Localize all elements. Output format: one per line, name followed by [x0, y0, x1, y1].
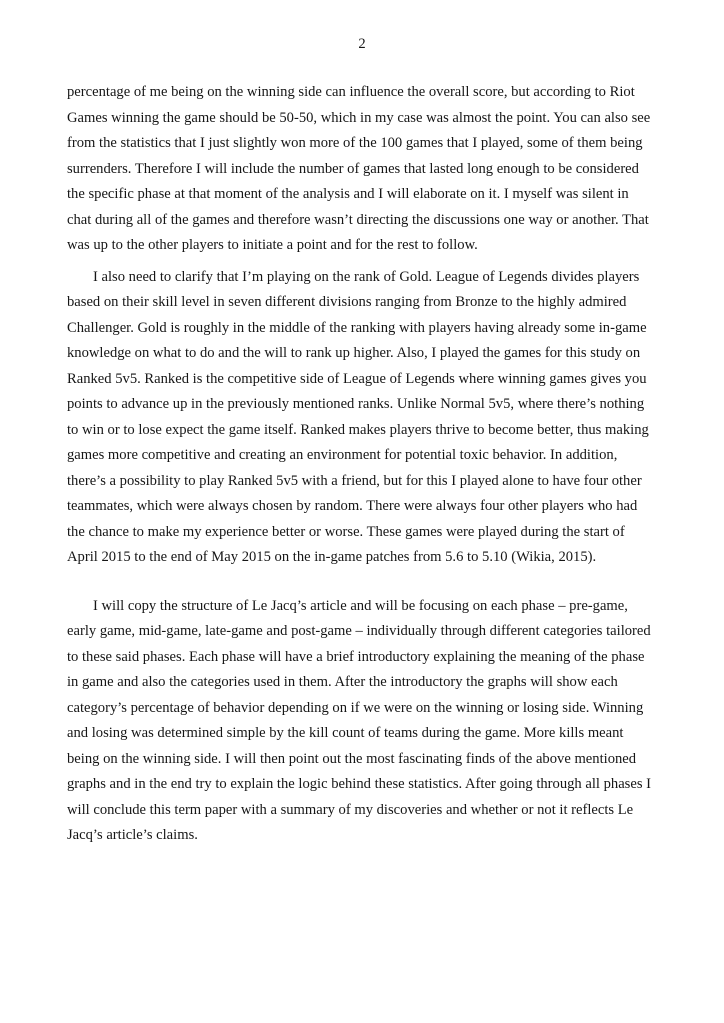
text-line: in game and also the categories used in them. After the introductory the graphs will show each	[67, 674, 618, 690]
paragraph	[67, 80, 657, 259]
text-line: early game, mid-game, late-game and post-game – individually through different categories tailored	[67, 623, 651, 639]
text-line: based on their skill level in seven different divisions ranging from Bronze to the highly admired	[67, 294, 627, 310]
text-line: the chance to make my experience better or worse. These games were played during the start of	[67, 523, 625, 540]
text-line: was up to the other players to initiate a point and for the rest to follow.	[67, 237, 478, 253]
text-line: Games winning the game should be 50-50, which in my case was almost the point. You can also see	[67, 109, 651, 126]
text-line: April 2015 to the end of May 2015 on the in-game patches from 5.6 to 5.10 (Wikia, 2015).	[67, 549, 597, 565]
text-line: Challenger. Gold is roughly in the middle of the ranking with players having already some in-game	[67, 319, 647, 336]
page-number: 2	[358, 36, 366, 52]
paragraph	[67, 265, 657, 571]
text-line: category’s percentage of behavior depending on if we were on the winning or losing side. Winning	[67, 699, 644, 716]
text-line: teammates, which were always chosen by random. There were always four other players who had	[67, 498, 638, 514]
text-line: chat during all of the games and therefore wasn’t directing the discussions one way or another. That	[67, 211, 649, 228]
text-line: graphs and in the end try to explain the logic behind these statistics. After going through all phases I	[67, 776, 652, 792]
text-line: there’s a possibility to play Ranked 5v5 with a friend, but for this I played alone to have four other	[67, 472, 642, 489]
text-line: I also need to clarify that I’m playing on the rank of Gold. League of Legends divides players	[93, 268, 640, 285]
text-line: will conclude this term paper with a summary of my discoveries and whether or not it reflects Le	[67, 801, 634, 818]
text-line: I will copy the structure of Le Jacq’s article and will be focusing on each phase – pre-game,	[93, 597, 628, 614]
paragraph	[67, 594, 657, 849]
text-line: to win or to lose expect the game itself. Ranked makes players thrive to become better, thus making	[67, 421, 649, 438]
document-body	[67, 80, 657, 849]
text-line: percentage of me being on the winning side can influence the overall score, but according to Riot	[67, 84, 635, 100]
text-line: knowledge on what to do and the will to rank up higher. Also, I played the games for this study on	[67, 345, 641, 361]
text-line: points to advance up in the previously mentioned ranks. Unlike Normal 5v5, where there’s nothing	[67, 396, 645, 412]
text-line: the specific phase at that moment of the analysis and I will elaborate on it. I myself was silent in	[67, 186, 629, 202]
text-line: from the statistics that I just slightly won more of the 100 games that I played, some of them being	[67, 135, 643, 151]
text-line: being on the winning side. I will then point out the most fascinating finds of the above mentioned	[67, 750, 637, 767]
text-line: and losing was determined simple by the kill count of teams during the game. More kills meant	[67, 725, 624, 741]
text-line: to these said phases. Each phase will have a brief introductory explaining the meaning of the phase	[67, 648, 645, 665]
text-line: games more competitive and creating an environment for potential toxic behavior. In addition,	[67, 447, 618, 463]
text-line: Jacq’s article’s claims.	[67, 827, 198, 843]
text-line: Ranked 5v5. Ranked is the competitive side of League of Legends where winning games gives you	[67, 370, 647, 387]
text-line: surrenders. Therefore I will include the number of games that lasted long enough to be considered	[67, 160, 639, 177]
